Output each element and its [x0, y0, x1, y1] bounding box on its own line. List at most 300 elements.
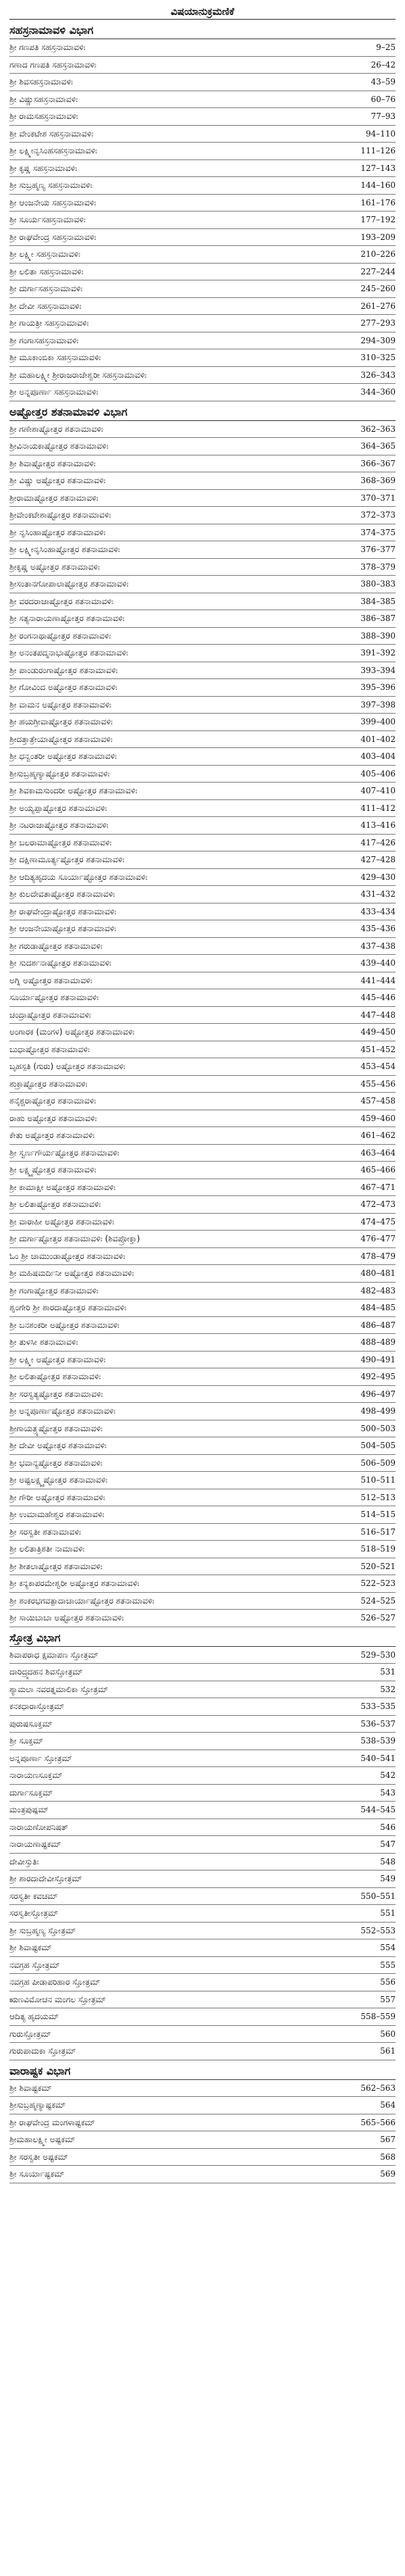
toc-entry[interactable]: [9, 593, 396, 611]
toc-entry[interactable]: [9, 714, 396, 731]
toc-entry[interactable]: [9, 39, 396, 57]
toc-entry[interactable]: [9, 920, 396, 938]
toc-entry[interactable]: [9, 1403, 396, 1420]
toc-entry[interactable]: [9, 1283, 396, 1300]
toc-entry[interactable]: [9, 2026, 396, 2044]
toc-entry[interactable]: [9, 1819, 396, 1837]
toc-entry[interactable]: [9, 1127, 396, 1145]
toc-entry[interactable]: [9, 679, 396, 697]
toc-entry-title: ಶ್ರೀ ಗಣಪತಿ ಸಹಸ್ರನಾಮಾವಳಿಃ: [9, 43, 86, 53]
toc-entry[interactable]: [9, 1991, 396, 2009]
toc-entry[interactable]: [9, 1524, 396, 1541]
toc-entry[interactable]: [9, 91, 396, 109]
toc-entry[interactable]: [9, 1214, 396, 1231]
toc-entry-pages: 552–553: [360, 1925, 396, 1935]
toc-entry-list: [9, 1647, 396, 2060]
toc-entry[interactable]: [9, 195, 396, 212]
toc-entry-pages: 395–396: [360, 683, 396, 693]
toc-entry-title: ಶ್ರೀ ರಾಘವೇಂದ್ರ ಮಂಗಳಾಷ್ಟಕಮ್: [9, 2117, 95, 2127]
toc-entry[interactable]: [9, 1939, 396, 1957]
toc-entry-title: ಶ್ರೀ ಬಲರಾಮಾಷ್ಟೋತ್ತರ ಶತನಾಮಾವಳಿಃ: [9, 837, 112, 847]
toc-entry-pages: 554: [380, 1943, 396, 1953]
section-heading: ಅಷ್ಟೋತ್ತರ ಶತನಾಮಾವಳಿ ವಿಭಾಗ: [9, 404, 396, 421]
toc-entry-pages: 459–460: [360, 1113, 396, 1123]
toc-entry[interactable]: [9, 1248, 396, 1266]
toc-entry-title: ಸರಸ್ವತೀಸ್ತೋತ್ರಮ್: [9, 1908, 59, 1918]
toc-entry-title: ಶ್ರೀ ಅನ್ನಪೂರ್ಣಾ ಸಹಸ್ರನಾಮಾವಳಿಃ: [9, 387, 99, 397]
toc-entry[interactable]: [9, 472, 396, 490]
toc-entry[interactable]: [9, 972, 396, 990]
toc-entry-title: ಶ್ರೀ ಲಕ್ಷ್ಮ್ಯಷ್ಟೋತ್ತರ ಶತನಾಮಾವಳಿಃ: [9, 1165, 97, 1175]
toc-entry-title: ಶ್ರೀ ಆಂಜನೇಯ ಸಹಸ್ರನಾಮಾವಳಿಃ: [9, 197, 97, 207]
toc-entry-list: [9, 2080, 396, 2183]
toc-entry[interactable]: [9, 1265, 396, 1283]
toc-entry-title: ಶ್ರೀ ಗಂಗಾಷ್ಟೋತ್ತರ ಶತನಾಮಾವಳಿಃ: [9, 1285, 99, 1295]
toc-entry-title: ಶ್ರೀ ವಾರಾಹೀ ಅಷ್ಟೋತ್ತರ ಶತನಾಮಾವಳಿಃ: [9, 1216, 115, 1227]
toc-entry[interactable]: [9, 662, 396, 680]
toc-entry-pages: 111–126: [360, 146, 396, 156]
toc-entry-title: ಶ್ರೀ ಲಕ್ಷ್ಮೀನೃಸಿಂಹಾಷ್ಟೋತ್ತರ ಶತನಾಮಾವಳಿಃ: [9, 545, 120, 555]
toc-entry-pages: 401–402: [360, 734, 396, 744]
toc-entry-pages: 277–293: [360, 318, 396, 328]
toc-entry[interactable]: [9, 1974, 396, 1991]
toc-entry[interactable]: [9, 869, 396, 887]
toc-entry-pages: 374–375: [360, 527, 396, 537]
toc-entry-title: ಬೃಹಸ್ಪತಿ (ಗುರು) ಅಷ್ಟೋತ್ತರ ಶತನಾಮಾವಳಿಃ: [9, 1062, 126, 1072]
toc-entry[interactable]: [9, 57, 396, 74]
toc-entry-pages: 492–495: [360, 1372, 396, 1382]
toc-entry[interactable]: [9, 1664, 396, 1681]
toc-entry[interactable]: [9, 851, 396, 869]
toc-entry-title: ಶ್ರೀ ರಾಮಸಹಸ್ರನಾಮಾವಳಿಃ: [9, 112, 78, 122]
toc-entry-title: ಶ್ರೀ ಲಲಿತಾ ಸಹಸ್ರನಾಮಾವಳಿಃ: [9, 266, 84, 276]
toc-entry[interactable]: [9, 1541, 396, 1558]
toc-entry-title: ಶ್ರೀ ಅನ್ನಪೂರ್ಣಾಷ್ಟೋತ್ತರ ಶತನಾಮಾವಳಿಃ: [9, 1406, 116, 1416]
toc-entry[interactable]: [9, 1733, 396, 1750]
toc-entry-title: ಶ್ರೀ ಸರಸ್ವತೀ ಶತನಾಮಾವಳಿಃ: [9, 1527, 81, 1537]
toc-entry-title: ಕನಕಧಾರಾಸ್ತೋತ್ರಮ್: [9, 1702, 65, 1712]
toc-entry-pages: 476–477: [360, 1234, 396, 1244]
toc-entry-pages: 474–475: [360, 1216, 396, 1227]
toc-entry-title: ಶನೈಶ್ಚರಾಷ್ಟೋತ್ತರ ಶತನಾಮಾವಳಿಃ: [9, 1096, 97, 1106]
toc-entry[interactable]: [9, 1196, 396, 1214]
toc-entry[interactable]: [9, 160, 396, 178]
toc-entry-title: ಶ್ರೀ ಸುದರ್ಶನಾಷ್ಟೋತ್ತರ ಶತನಾಮಾವಳಿಃ: [9, 958, 111, 968]
toc-entry-title: ಶ್ರೀ ಶಿವಾಷ್ಟಕಮ್: [9, 1943, 52, 1953]
toc-entry[interactable]: [9, 1506, 396, 1524]
toc-entry[interactable]: [9, 1593, 396, 1610]
toc-entry-title: ಶ್ರೀ ಆದಿತ್ಯಹೃದಯ ಸೂರ್ಯಾಷ್ಟೋತ್ತರ ಶತನಾಮಾವಳಿಃ: [9, 872, 148, 882]
toc-entry[interactable]: [9, 1575, 396, 1593]
toc-entry-title: ಶ್ರೀ ಶಂಕರಭಗವತ್ಪಾದಾಚಾರ್ಯಾಷ್ಟೋತ್ತರ ಶತನಾಮಾವಳಿಃ: [9, 1595, 155, 1606]
toc-entry[interactable]: [9, 280, 396, 298]
toc-entry-title: ನಾರಾಯಣಾಷ್ಟಕಮ್: [9, 1839, 61, 1850]
toc-entry-title: ಶ್ರೀ ಗೋವಿಂದ ಅಷ್ಟೋತ್ತರ ಶತನಾಮಾವಳಿಃ: [9, 683, 117, 693]
toc-entry-pages: 94–110: [365, 128, 396, 139]
toc-entry-pages: 294–309: [360, 335, 396, 345]
toc-entry-pages: 193–209: [360, 232, 396, 242]
toc-entry[interactable]: [9, 731, 396, 749]
toc-entry-title: ಶ್ರೀ ಹಯಗ್ರೀವಾಷ್ಟೋತ್ತರ ಶತನಾಮಾವಳಿಃ: [9, 717, 113, 727]
toc-entry[interactable]: [9, 817, 396, 835]
toc-entry[interactable]: [9, 264, 396, 281]
toc-entry-title: ಶ್ರೀ ದುರ್ಗಾಸಹಸ್ರನಾಮಾವಳಿಃ: [9, 284, 83, 294]
toc-entry-title: ನಾರಾಯಣಸೂಕ್ತಮ್: [9, 1770, 63, 1781]
toc-entry[interactable]: [9, 315, 396, 332]
toc-entry-title: ಸರಸ್ವತೀ ಕವಚಮ್: [9, 1891, 58, 1901]
toc-entry-pages: 403–404: [360, 751, 396, 762]
toc-entry[interactable]: [9, 2080, 396, 2098]
toc-entry-title: ಓಂ ಶ್ರೀ ಚಾಮುಂಡಾಷ್ಟೋತ್ತರ ಶತನಾಮಾವಳಿಃ: [9, 1251, 126, 1261]
toc-entry[interactable]: [9, 1179, 396, 1197]
toc-entry-title: ಅನ್ನಪೂರ್ಣಾ ಸ್ತೋತ್ರಮ್: [9, 1753, 72, 1763]
toc-entry-pages: 465–466: [360, 1165, 396, 1175]
toc-entry[interactable]: [9, 1145, 396, 1162]
toc-entry-title: ಶ್ರೀ ಧನ್ವಂತರೀ ಅಷ್ಟೋತ್ತರ ಶತನಾಮಾವಳಿಃ: [9, 751, 117, 762]
toc-entry[interactable]: [9, 455, 396, 473]
toc-entry-pages: 161–176: [360, 197, 396, 207]
toc-entry-title: ಸೂರ್ಯಾಷ್ಟೋತ್ತರ ಶತನಾಮಾವಳಿಃ: [9, 993, 99, 1003]
toc-entry-title: ಶ್ರೀಮಹಾಲಕ್ಷ್ಮೀ ಅಷ್ಟಕಮ್: [9, 2135, 76, 2145]
toc-entry[interactable]: [9, 576, 396, 593]
toc-entry-title: ಗುರುಸ್ತೋತ್ರಮ್: [9, 2029, 51, 2039]
toc-section: [9, 22, 396, 401]
toc-entry-pages: 542: [380, 1770, 396, 1781]
toc-entry[interactable]: [9, 2114, 396, 2132]
toc-entry[interactable]: [9, 2149, 396, 2166]
toc-entry-pages: 526–527: [360, 1613, 396, 1623]
toc-entry-pages: 484–485: [360, 1303, 396, 1313]
toc-entry[interactable]: [9, 367, 396, 385]
toc-section: [9, 1630, 396, 2060]
toc-entry[interactable]: [9, 1299, 396, 1317]
toc-entry[interactable]: [9, 1352, 396, 1369]
toc-entry[interactable]: [9, 1024, 396, 1041]
toc-entry-title: ಶ್ರೀಗಾಯತ್ರ್ಯಷ್ಟೋತ್ತರ ಶತನಾಮಾವಳಿಃ: [9, 1423, 103, 1433]
toc-entry-pages: 366–367: [360, 458, 396, 468]
toc-entry[interactable]: [9, 783, 396, 800]
toc-entry-pages: 344–360: [360, 387, 396, 397]
toc-entry-title: ಶ್ರೀ ಸರಸ್ವತ್ಯಷ್ಟೋತ್ತರ ಶತನಾಮಾವಳಿಃ: [9, 1389, 103, 1399]
toc-entry[interactable]: [9, 229, 396, 247]
toc-entry[interactable]: [9, 143, 396, 160]
toc-entry-title: ಶ್ರೀ ವಿಷ್ಣು ಅಷ್ಟೋತ್ತರ ಶತನಾಮಾವಳಿಃ: [9, 476, 106, 486]
toc-entry-title: ಶ್ರೀ ಕುಲದೇವತಾಷ್ಟೋತ್ತರ ಶತನಾಮಾವಳಿಃ: [9, 889, 115, 899]
toc-entry[interactable]: [9, 1058, 396, 1076]
toc-entry-pages: 463–464: [360, 1147, 396, 1158]
toc-entry-pages: 565–566: [360, 2117, 396, 2127]
toc-entry-pages: 498–499: [360, 1406, 396, 1416]
toc-entry-pages: 378–379: [360, 562, 396, 572]
toc-entry[interactable]: [9, 74, 396, 91]
toc-entry-pages: 556: [380, 1977, 396, 1987]
toc-entry[interactable]: [9, 1647, 396, 1664]
toc-entry-title: ಆದಿತ್ಯ ಹೃದಯಮ್: [9, 2012, 59, 2022]
toc-entry-title: ಶ್ರೀ ಶಿವಾಷ್ಟೋತ್ತರ ಶತನಾಮಾವಳಿಃ: [9, 458, 96, 468]
toc-entry-list: [9, 421, 396, 1627]
toc-entry[interactable]: [9, 1905, 396, 1923]
toc-entry[interactable]: [9, 1437, 396, 1455]
toc-entry-pages: 546: [380, 1822, 396, 1832]
toc-entry[interactable]: [9, 332, 396, 350]
toc-entry-title: ಅಗ್ನಿ ಅಷ್ಟೋತ್ತರ ಶತನಾಮಾವಳಿಃ: [9, 975, 92, 985]
toc-entry[interactable]: [9, 800, 396, 818]
toc-entry-title: ಶ್ರೀ ಗಣೇಶಾಷ್ಟೋತ್ತರ ಶತನಾಮಾವಳಿಃ: [9, 424, 103, 434]
toc-entry-title: ಶ್ರೀ ವಾಮನ ಅಷ್ಟೋತ್ತರ ಶತನಾಮಾವಳಿಃ: [9, 699, 112, 710]
toc-entry-pages: 564: [380, 2100, 396, 2110]
toc-entry[interactable]: [9, 1681, 396, 1699]
toc-entry[interactable]: [9, 645, 396, 662]
toc-entry-title: ಬುಧಾಷ್ಟೋತ್ತರ ಶತನಾಮಾವಳಿಃ: [9, 1044, 90, 1054]
toc-entry[interactable]: [9, 835, 396, 852]
toc-entry[interactable]: [9, 1472, 396, 1489]
toc-section: [9, 2063, 396, 2183]
toc-entry-title: ಶ್ರೀ ಲಲಿತಾಷ್ಟೋತ್ತರ ಶತನಾಮಾವಳಿಃ: [9, 1372, 101, 1382]
toc-entry-title: ಶ್ರೀ ಶಿವಸಹಸ್ರನಾಮಾವಳಿಃ: [9, 77, 74, 87]
toc-entry-title: ಶ್ರೀವಿನಾಯಕಾಷ್ಟೋತ್ತರ ಶತನಾಮಾವಳಿಃ: [9, 441, 109, 451]
toc-entry-title: ಶ್ರೀ ನೃಸಿಂಹಾಷ್ಟೋತ್ತರ ಶತನಾಮಾವಳಿಃ: [9, 527, 106, 537]
toc-entry-pages: 437–438: [360, 941, 396, 951]
toc-entry[interactable]: [9, 1957, 396, 1975]
toc-entry-title: ಶ್ರೀ ಗರುಡಾಷ್ಟೋತ್ತರ ಶತನಾಮಾವಳಿಃ: [9, 941, 103, 951]
toc-entry-title: ಶ್ರೀ ದಕ್ಷಿಣಾಮೂರ್ತ್ಯಷ್ಟೋತ್ತರ ಶತನಾಮಾವಳಿಃ: [9, 855, 125, 865]
toc-entry-title: ಶ್ರೀ ದುರ್ಗಾಷ್ಟೋತ್ತರ ಶತನಾಮಾವಳಿಃ (ಶಿವಪ್ರೋಕ್ತಾ): [9, 1234, 140, 1244]
toc-entry-title: ನವಗ್ರಹ ಪೀಡಾಪರಿಹಾರ ಸ್ತೋತ್ರಮ್: [9, 1977, 101, 1987]
toc-entry[interactable]: [9, 1767, 396, 1785]
toc-entry-title: ಶ್ರೀ ಸತ್ಯನಾರಾಯಣಾಷ್ಟೋತ್ತರ ಶತನಾಮಾವಳಿಃ: [9, 614, 125, 624]
toc-entry-title: ಶ್ರೀ ರಾಘವೇಂದ್ರಾಷ್ಟೋತ್ತರ ಶತನಾಮಾವಳಿಃ: [9, 906, 117, 916]
toc-entry-pages: 457–458: [360, 1096, 396, 1106]
toc-entry[interactable]: [9, 1317, 396, 1335]
toc-entry[interactable]: [9, 177, 396, 195]
toc-entry-title: ಶ್ರೀ ಸರಸ್ವತೀ ಅಷ್ಟಕಮ್: [9, 2152, 68, 2162]
toc-entry-title: ಶ್ರೀ ನಟರಾಜಾಷ್ಟೋತ್ತರ ಶತನಾಮಾವಳಿಃ: [9, 820, 109, 831]
toc-entry-title: ಶ್ರೀ ಸಾಯಿಬಾಬಾ ಅಷ್ಟೋತ್ತರ ಶತನಾಮಾವಳಿಃ: [9, 1613, 124, 1623]
toc-entry[interactable]: [9, 559, 396, 576]
toc-entry-pages: 561: [380, 2046, 396, 2056]
toc-entry-title: ಶ್ರೀದತ್ತಾತ್ರೇಯಾಷ್ಟೋತ್ತರ ಶತನಾಮಾವಳಿಃ: [9, 734, 113, 744]
toc-entry-title: ಶ್ರೀ ಶಿವಕಾಮಸುಂದರೀ ಅಷ್ಟೋತ್ತರ ಶತನಾಮಾವಳಿಃ: [9, 786, 138, 796]
toc-entry[interactable]: [9, 1455, 396, 1472]
toc-entry-title: ಶ್ರೀ ಲಕ್ಷ್ಮೀನೃಸಿಂಹಸಹಸ್ರನಾಮಾವಳಿಃ: [9, 146, 97, 156]
toc-entry[interactable]: [9, 1368, 396, 1386]
toc-entry-title: ಕೇತು ಅಷ್ಟೋತ್ತರ ಶತನಾಮಾವಳಿಃ: [9, 1131, 95, 1141]
toc-entry[interactable]: [9, 1007, 396, 1024]
toc-entry[interactable]: [9, 903, 396, 921]
toc-entry-pages: 514–515: [360, 1510, 396, 1520]
toc-entry-pages: 411–412: [360, 803, 396, 813]
toc-entry-pages: 391–392: [360, 648, 396, 658]
toc-entry-pages: 472–473: [360, 1199, 396, 1210]
toc-entry-pages: 544–545: [360, 1805, 396, 1815]
toc-entry-pages: 413–416: [360, 820, 396, 831]
toc-entry[interactable]: [9, 1802, 396, 1819]
toc-entry[interactable]: [9, 989, 396, 1007]
toc-entry-pages: 520–521: [360, 1561, 396, 1571]
toc-section: [9, 404, 396, 1627]
toc-entry-pages: 441–444: [360, 975, 396, 985]
toc-entry-pages: 407–410: [360, 786, 396, 796]
toc-entry-title: ಶ್ರೀ ಲಲಿತಾತ್ರಿಶತೀ ನಾಮಾವಳಿಃ: [9, 1544, 85, 1554]
toc-entry-title: ಶ್ರೀ ಸೂರ್ಯಸಹಸ್ರನಾಮಾವಳಿಃ: [9, 215, 86, 225]
toc-entry[interactable]: [9, 246, 396, 264]
toc-entry-pages: 43–59: [371, 77, 396, 87]
toc-entry-title: ಶ್ರೀಕೃಷ್ಣ ಅಷ್ಟೋತ್ತರ ಶತನಾಮಾವಳಿಃ: [9, 562, 100, 572]
toc-entry-title: ಶ್ರೀ ಮಹಾಲಕ್ಷ್ಮೀ ಶ್ರೀರಾಜರಾಜೇಶ್ವರೀ ಸಹಸ್ರನಾಮಾವಳಿಃ: [9, 370, 147, 380]
toc-entry[interactable]: [9, 438, 396, 455]
toc-entry[interactable]: [9, 748, 396, 766]
toc-entry[interactable]: [9, 1231, 396, 1248]
toc-entry-pages: 551: [380, 1908, 396, 1918]
toc-entry-title: ಅಂಗಾರಕ (ಮಂಗಳ) ಅಷ್ಟೋತ್ತರ ಶತನಾಮಾವಳಿಃ: [9, 1027, 135, 1037]
toc-entry[interactable]: [9, 1558, 396, 1576]
toc-entry-pages: 467–471: [360, 1182, 396, 1192]
toc-entry-pages: 455–456: [360, 1079, 396, 1089]
toc-entry[interactable]: [9, 1716, 396, 1733]
toc-entry-title: ನವಗ್ರಹ ಸ್ತೋತ್ರಮ್: [9, 1960, 60, 1970]
section-heading: ಸ್ತೋತ್ರ ವಿಭಾಗ: [9, 1630, 396, 1647]
toc-sections: [9, 22, 396, 2183]
toc-entry-title: ಗುರುಪಾದುಕಾ ಸ್ತೋತ್ರಮ್: [9, 2046, 76, 2056]
toc-entry-pages: 562–563: [360, 2083, 396, 2093]
toc-entry-title: ಶ್ರೀ ಕಾಮಾಕ್ಷೀ ಅಷ್ಟೋತ್ತರ ಶತನಾಮಾವಳಿಃ: [9, 1182, 116, 1192]
toc-entry-pages: 540–541: [360, 1753, 396, 1763]
toc-entry-pages: 524–525: [360, 1595, 396, 1606]
toc-entry[interactable]: [9, 955, 396, 972]
toc-entry[interactable]: [9, 886, 396, 903]
toc-entry-pages: 533–535: [360, 1702, 396, 1712]
toc-entry-title: ಶ್ರೀ ಮಹಿಷಮರ್ದಿನೀ ಅಷ್ಟೋತ್ತರ ಶತನಾಮಾವಳಿಃ: [9, 1268, 134, 1279]
toc-entry-title: ಶ್ರೀ ಆಂಜನೇಯಾಷ್ಟೋತ್ತರ ಶತನಾಮಾವಳಿಃ: [9, 924, 117, 934]
toc-entry-title: ಶ್ರೀ ಸೂರ್ಯಾಷ್ಟಕಮ್: [9, 2169, 65, 2179]
toc-entry[interactable]: [9, 349, 396, 367]
toc-entry[interactable]: [9, 384, 396, 401]
toc-entry[interactable]: [9, 1785, 396, 1802]
toc-entry[interactable]: [9, 1610, 396, 1627]
toc-entry[interactable]: [9, 1093, 396, 1110]
toc-entry-pages: 210–226: [360, 249, 396, 259]
toc-entry[interactable]: [9, 108, 396, 126]
toc-entry-title: ಪುರುಷಸೂಕ್ತಮ್: [9, 1718, 53, 1729]
toc-entry[interactable]: [9, 126, 396, 143]
toc-entry-pages: 384–385: [360, 596, 396, 606]
toc-entry-pages: 506–509: [360, 1458, 396, 1468]
toc-entry[interactable]: [9, 1836, 396, 1854]
toc-entry-pages: 393–394: [360, 665, 396, 675]
toc-entry-title: ಶ್ರೀ ಸ್ವರ್ಣಗೌರ್ಯಷ್ಟೋತ್ತರ ಶತನಾಮಾವಳಿಃ: [9, 1147, 119, 1158]
toc-entry[interactable]: [9, 421, 396, 439]
toc-entry[interactable]: [9, 1923, 396, 1940]
toc-entry-title: ಶ್ರೀ ಶಿವಾಷ್ಟಕಮ್: [9, 2083, 52, 2093]
toc-entry-title: ಶ್ರೀವೇಂಕಟೇಶಾಷ್ಟೋತ್ತರ ಶತನಾಮಾವಳಿಃ: [9, 510, 111, 520]
toc-entry-pages: 451–452: [360, 1044, 396, 1054]
toc-entry[interactable]: [9, 697, 396, 714]
toc-entry-pages: 529–530: [360, 1650, 396, 1660]
toc-entry[interactable]: [9, 610, 396, 628]
toc-entry-pages: 368–369: [360, 476, 396, 486]
toc-entry[interactable]: [9, 2131, 396, 2149]
toc-entry-title: ಶ್ರೀಸುಬ್ರಹ್ಮಣ್ಯಾಷ್ಟೋತ್ತರ ಶತನಾಮಾವಳಿಃ: [9, 768, 110, 778]
toc-entry-pages: 568: [380, 2152, 396, 2162]
toc-entry[interactable]: [9, 524, 396, 542]
toc-entry[interactable]: [9, 2166, 396, 2183]
toc-entry-pages: 397–398: [360, 699, 396, 710]
toc-entry-pages: 461–462: [360, 1131, 396, 1141]
toc-entry-title: ಶ್ರೀ ಸುಬ್ರಹ್ಮಣ್ಯ ಸಹಸ್ರನಾಮಾವಳಿಃ: [9, 180, 92, 191]
toc-entry[interactable]: [9, 1854, 396, 1871]
toc-entry-pages: 512–513: [360, 1492, 396, 1502]
toc-entry-pages: 532: [380, 1684, 396, 1694]
toc-entry-pages: 478–479: [360, 1251, 396, 1261]
toc-entry-pages: 427–428: [360, 855, 396, 865]
toc-entry[interactable]: [9, 1110, 396, 1128]
toc-entry-title: ಶ್ರೀ ದೇವೀ ಸಹಸ್ರನಾಮಾವಳಿಃ: [9, 301, 82, 311]
toc-entry-title: ದುರ್ಗಾಸೂಕ್ತಮ್: [9, 1787, 53, 1798]
toc-entry[interactable]: [9, 1698, 396, 1716]
toc-entry[interactable]: [9, 766, 396, 783]
toc-entry[interactable]: [9, 2008, 396, 2026]
toc-entry-pages: 388–390: [360, 630, 396, 641]
toc-entry-pages: 177–192: [360, 215, 396, 225]
toc-entry-title: ಶ್ರೀ ಮೂಕಾಂಬಿಕಾ ಸಹಸ್ರನಾಮಾವಳಿಃ: [9, 353, 101, 363]
toc-entry-pages: 435–436: [360, 924, 396, 934]
toc-entry[interactable]: [9, 1489, 396, 1507]
toc-entry-pages: 550–551: [360, 1891, 396, 1901]
toc-entry[interactable]: [9, 212, 396, 229]
toc-entry-pages: 227–244: [360, 266, 396, 276]
toc-entry-pages: 569: [380, 2169, 396, 2179]
toc-entry[interactable]: [9, 298, 396, 316]
toc-entry[interactable]: [9, 1076, 396, 1093]
toc-entry[interactable]: [9, 1386, 396, 1404]
toc-entry[interactable]: [9, 938, 396, 956]
toc-entry[interactable]: [9, 1041, 396, 1059]
toc-entry[interactable]: [9, 541, 396, 559]
toc-entry-pages: 558–559: [360, 2012, 396, 2022]
toc-entry-title: ಶ್ರೀ ವಿಷ್ಣುಸಹಸ್ರನಾಮಾವಳಿಃ: [9, 94, 78, 104]
toc-entry-pages: 370–371: [360, 493, 396, 503]
toc-entry-title: ಶ್ರೀಸುಬ್ರಹ್ಮಣ್ಯಾಷ್ಟಕಮ್: [9, 2100, 66, 2110]
toc-entry[interactable]: [9, 1750, 396, 1768]
toc-entry-pages: 310–325: [360, 353, 396, 363]
toc-entry-pages: 449–450: [360, 1027, 396, 1037]
toc-entry[interactable]: [9, 2097, 396, 2114]
toc-entry-pages: 560: [380, 2029, 396, 2039]
toc-entry-pages: 500–503: [360, 1423, 396, 1433]
toc-entry[interactable]: [9, 2043, 396, 2060]
toc-entry-pages: 127–143: [360, 163, 396, 173]
toc-entry-pages: 453–454: [360, 1062, 396, 1072]
toc-entry-title: ದೇವೀಸ್ತುತಿಃ: [9, 1856, 39, 1866]
toc-entry[interactable]: [9, 628, 396, 645]
toc-entry[interactable]: [9, 1420, 396, 1438]
toc-entry-pages: 386–387: [360, 614, 396, 624]
toc-entry[interactable]: [9, 1162, 396, 1179]
toc-entry-pages: 490–491: [360, 1354, 396, 1364]
toc-entry[interactable]: [9, 490, 396, 507]
toc-entry-title: ಶ್ರೀ ವೇಂಕಟೇಶ ಸಹಸ್ರನಾಮಾವಳಿಃ: [9, 128, 94, 139]
toc-entry-pages: 510–511: [360, 1475, 396, 1485]
toc-entry-pages: 445–446: [360, 993, 396, 1003]
toc-entry[interactable]: [9, 1888, 396, 1906]
toc-entry-pages: 429–430: [360, 872, 396, 882]
toc-entry[interactable]: [9, 1334, 396, 1352]
toc-entry[interactable]: [9, 507, 396, 524]
toc-entry-title: ಶ್ರೀ ಭವಾನ್ಯಷ್ಟೋತ್ತರ ಶತನಾಮಾವಳಿಃ: [9, 1458, 103, 1468]
toc-entry-title: ಶ್ರೀ ಕೃಷ್ಣ ಸಹಸ್ರನಾಮಾವಳಿಃ: [9, 163, 78, 173]
toc-entry[interactable]: [9, 1871, 396, 1888]
toc-entry-title: ಶ್ರೀ ಲಲಿತಾಷ್ಟೋತ್ತರ ಶತನಾಮಾವಳಿಃ: [9, 1199, 101, 1210]
